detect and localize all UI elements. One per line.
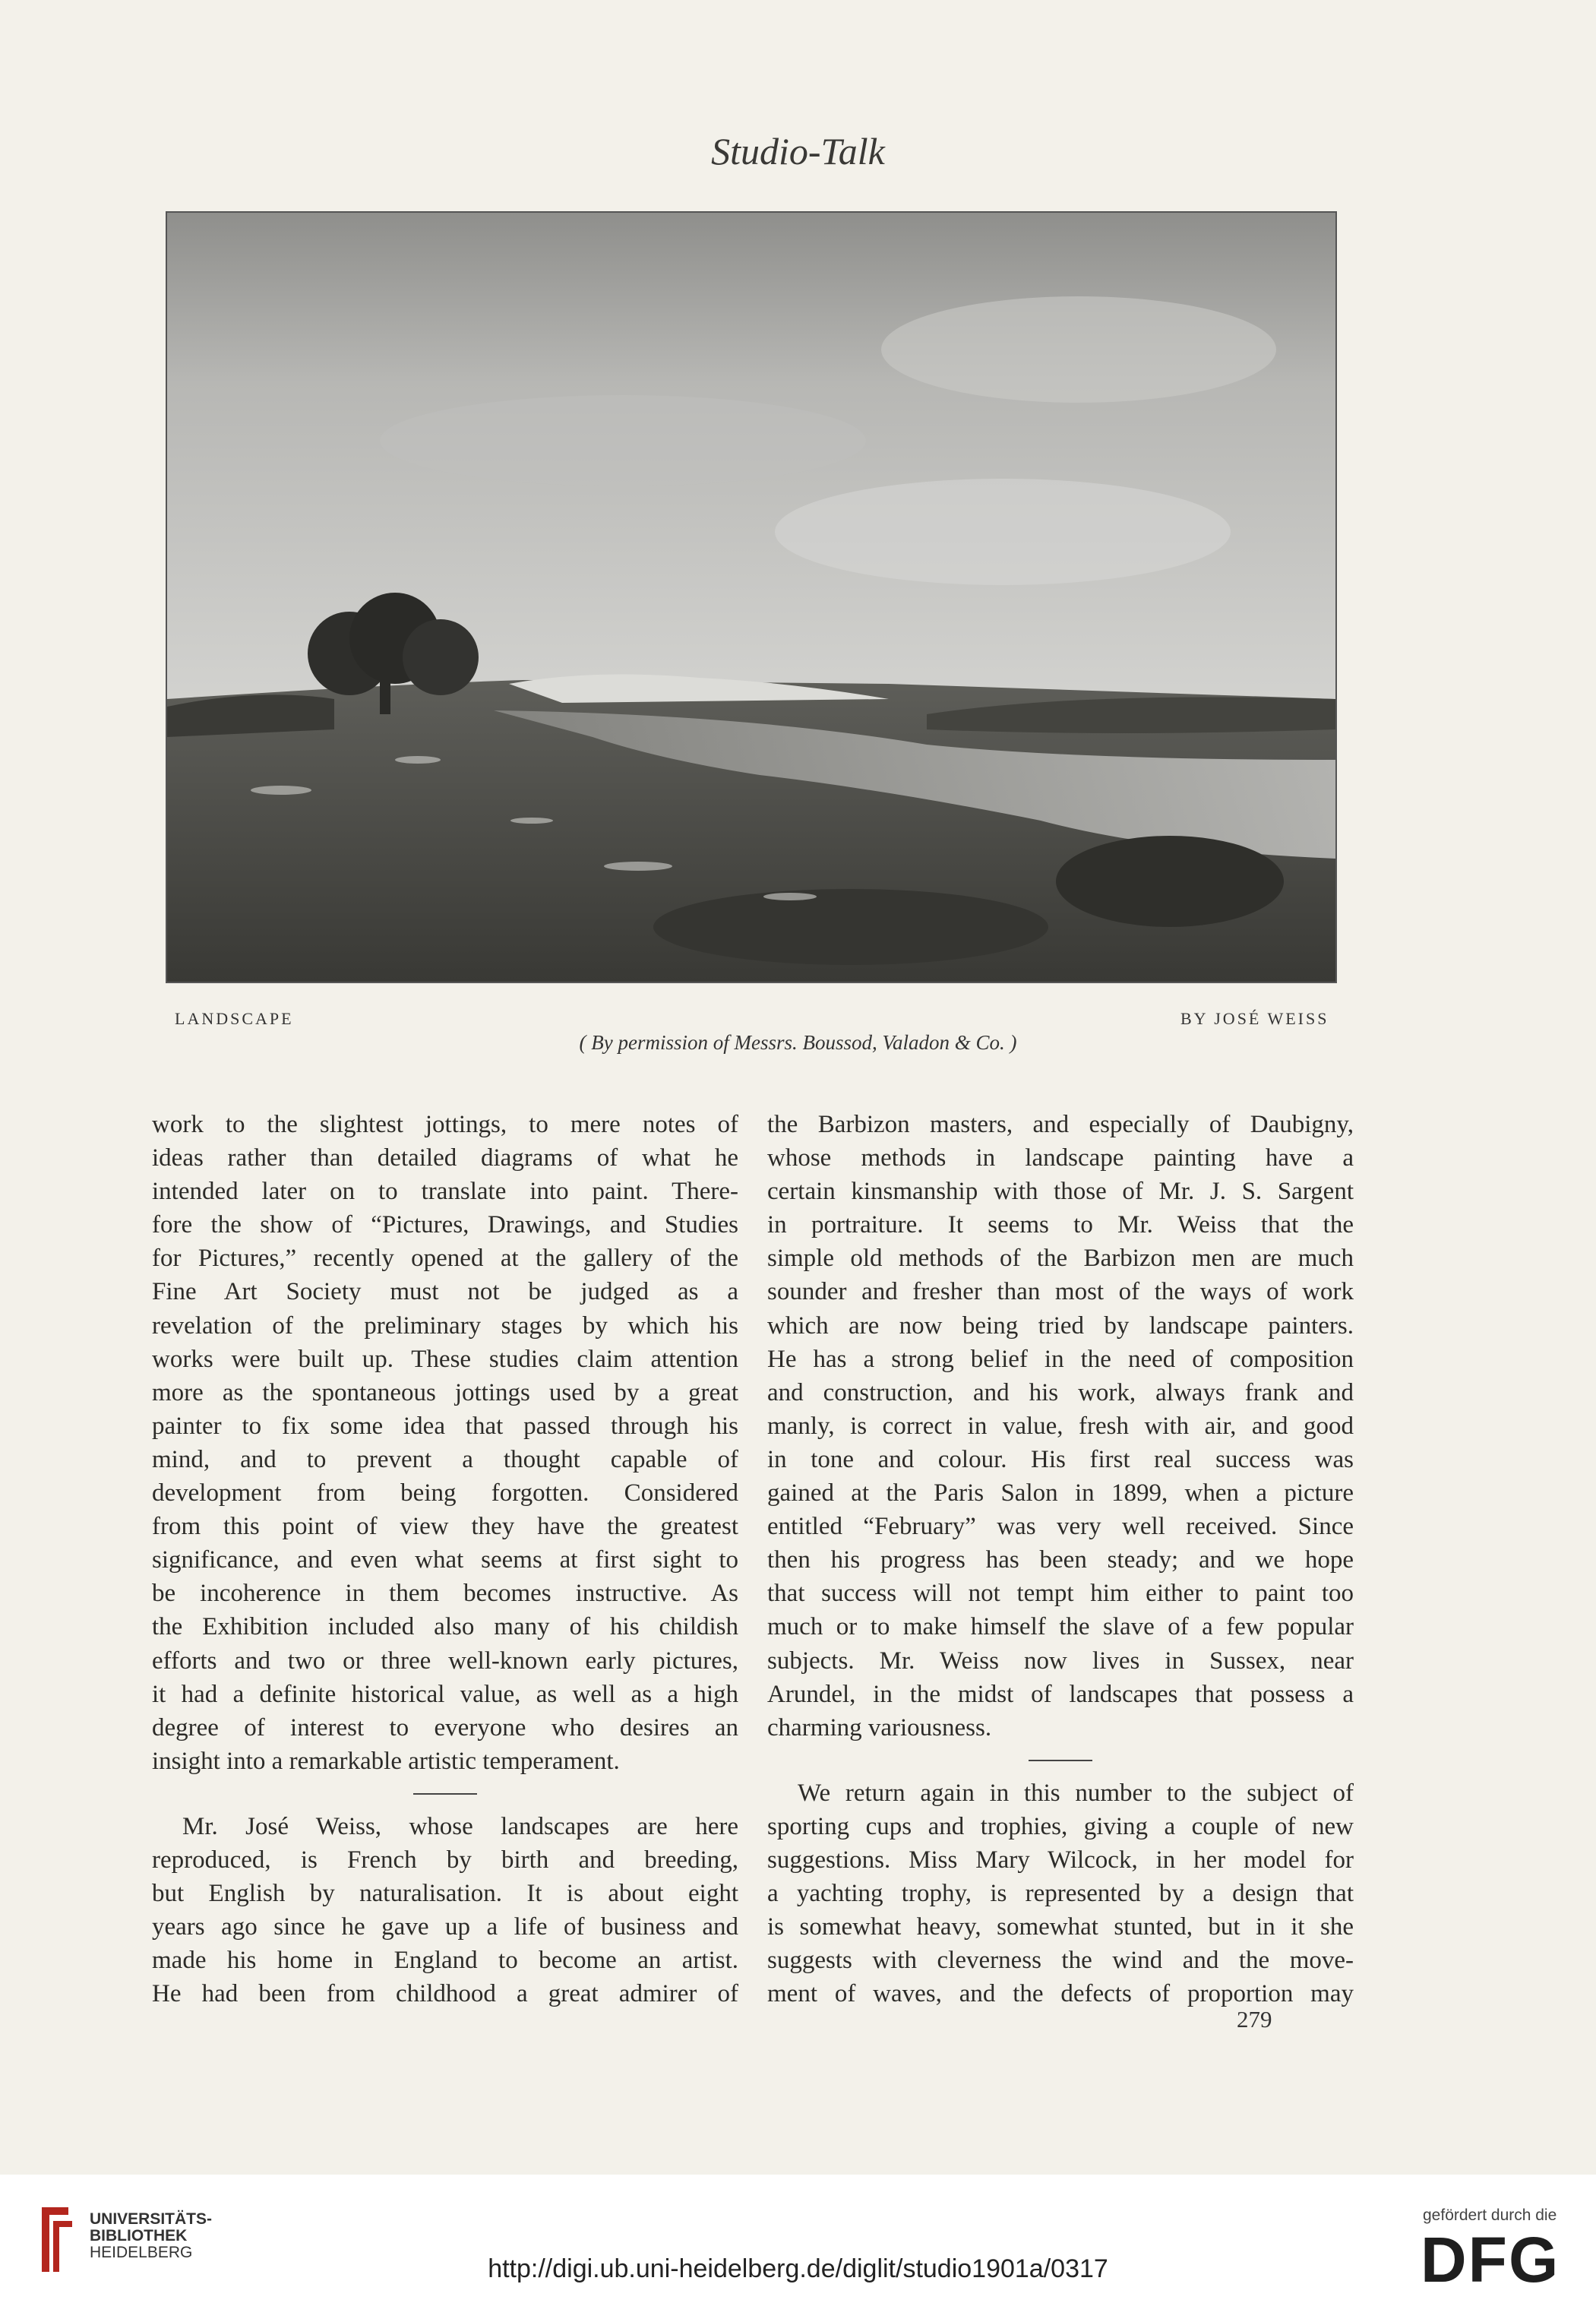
text-line: is somewhat heavy, somewhat stunted, but in it she <box>767 1913 1354 1941</box>
section-divider <box>413 1793 477 1795</box>
section-divider <box>1029 1760 1092 1761</box>
text-line: for Pictures,” recently opened at the gallery of the <box>152 1245 738 1273</box>
plate-permission-note: ( By permission of Messrs. Boussod, Valadon & Co. ) <box>579 1031 1017 1054</box>
text-line: more as the spontaneous jottings used by a great <box>152 1378 738 1406</box>
paragraph-barbizon-influence <box>767 1108 1354 1745</box>
text-line: charming variousness. <box>767 1713 992 1741</box>
funder-label: gefördert durch die <box>1423 2207 1557 2224</box>
text-line: suggests with cleverness the wind and the move- <box>767 1947 1354 1975</box>
text-line: painter to fix some idea that passed through his <box>152 1412 738 1440</box>
text-line: significance, and even what seems at first sight to <box>152 1546 738 1574</box>
text-line: manly, is correct in value, fresh with air, and good <box>767 1412 1354 1440</box>
text-line: and construction, and his work, always frank and <box>767 1378 1354 1406</box>
text-line: We return again in this number to the subject of <box>798 1779 1354 1807</box>
university-library-name: UNIVERSITÄTS- BIBLIOTHEK HEIDELBERG <box>90 2210 213 2261</box>
permalink-url[interactable]: http://digi.ub.uni-heidelberg.de/diglit/studio1901a/0317 <box>488 2254 1108 2283</box>
text-line: gained at the Paris Salon in 1899, when a picture <box>767 1479 1354 1507</box>
text-line: that success will not tempt him either to paint too <box>767 1580 1354 1608</box>
text-line: ideas rather than detailed diagrams of what he <box>152 1144 738 1172</box>
text-line: Arundel, in the midst of landscapes that possess a <box>767 1680 1354 1708</box>
text-line: development from being forgotten. Considered <box>152 1479 738 1507</box>
text-line: He had been from childhood a great admirer of <box>152 1980 738 2008</box>
text-line: much or to make himself the slave of a few popular <box>767 1613 1354 1641</box>
text-line: certain kinsmanship with those of Mr. J. S. Sargent <box>767 1178 1354 1206</box>
text-line: intended later on to translate into paint. There- <box>152 1178 738 1206</box>
left-text-column <box>152 1108 738 2010</box>
text-line: efforts and two or three well-known early pictures, <box>152 1647 738 1675</box>
text-line: from this point of view they have the greatest <box>152 1513 738 1541</box>
text-line: degree of interest to everyone who desires an <box>152 1713 738 1741</box>
text-line: work to the slightest jottings, to mere notes of <box>152 1111 738 1138</box>
landscape-plate-image <box>166 211 1337 983</box>
text-line: subjects. Mr. Weiss now lives in Sussex, near <box>767 1647 1354 1675</box>
text-line: works were built up. These studies claim attention <box>152 1345 738 1373</box>
text-line: then his progress has been steady; and we hope <box>767 1546 1354 1574</box>
text-line: entitled “February” was very well received. Since <box>767 1513 1354 1541</box>
text-line: fore the show of “Pictures, Drawings, and Studies <box>152 1211 738 1239</box>
running-title: Studio-Talk <box>711 130 885 172</box>
text-line: revelation of the preliminary stages by which his <box>152 1311 738 1340</box>
plate-caption-artist: BY JOSÉ WEISS <box>1180 1009 1329 1028</box>
text-line: sounder and fresher than most of the ways of work <box>767 1278 1354 1306</box>
text-line: He has a strong belief in the need of composition <box>767 1345 1354 1373</box>
text-line: but English by naturalisation. It is about eight <box>152 1880 738 1908</box>
text-line: sporting cups and trophies, giving a couple of new <box>767 1812 1354 1840</box>
paragraph-sporting-trophies <box>767 1776 1354 2011</box>
text-line: Fine Art Society must not be judged as a <box>152 1278 738 1306</box>
plate-caption-title: LANDSCAPE <box>175 1009 294 1028</box>
text-line: be incoherence in them becomes instructive. As <box>152 1580 738 1608</box>
paragraph-studies-exhibition <box>152 1108 738 1778</box>
text-line: it had a definite historical value, as well as a high <box>152 1680 738 1708</box>
text-line: in tone and colour. His first real success was <box>767 1445 1354 1473</box>
text-line: in portraiture. It seems to Mr. Weiss that the <box>767 1211 1354 1239</box>
text-line: the Exhibition included also many of his childish <box>152 1613 738 1641</box>
text-line: suggestions. Miss Mary Wilcock, in her model for <box>767 1846 1354 1874</box>
text-line: ment of waves, and the defects of proportion may <box>767 1980 1354 2008</box>
text-line: insight into a remarkable artistic temperament. <box>152 1747 620 1775</box>
dfg-logo: DFG <box>1421 2224 1560 2295</box>
landscape-painting-illustration <box>167 213 1335 982</box>
text-line: years ago since he gave up a life of business and <box>152 1913 738 1941</box>
text-line: made his home in England to become an artist. <box>152 1947 738 1975</box>
paragraph-jose-weiss-bio <box>152 1810 738 2011</box>
right-text-column <box>767 1108 1354 2010</box>
page-number: 279 <box>1237 2006 1272 2033</box>
text-line: whose methods in landscape painting have a <box>767 1144 1354 1172</box>
text-line: which are now being tried by landscape painters. <box>767 1311 1354 1340</box>
text-line: Mr. José Weiss, whose landscapes are here <box>182 1812 738 1840</box>
text-line: simple old methods of the Barbizon men are much <box>767 1245 1354 1273</box>
text-line: the Barbizon masters, and especially of Daubigny, <box>767 1111 1354 1138</box>
text-line: a yachting trophy, is represented by a design that <box>767 1880 1354 1908</box>
text-line: mind, and to prevent a thought capable of <box>152 1445 738 1473</box>
text-line: reproduced, is French by birth and breeding, <box>152 1846 738 1874</box>
